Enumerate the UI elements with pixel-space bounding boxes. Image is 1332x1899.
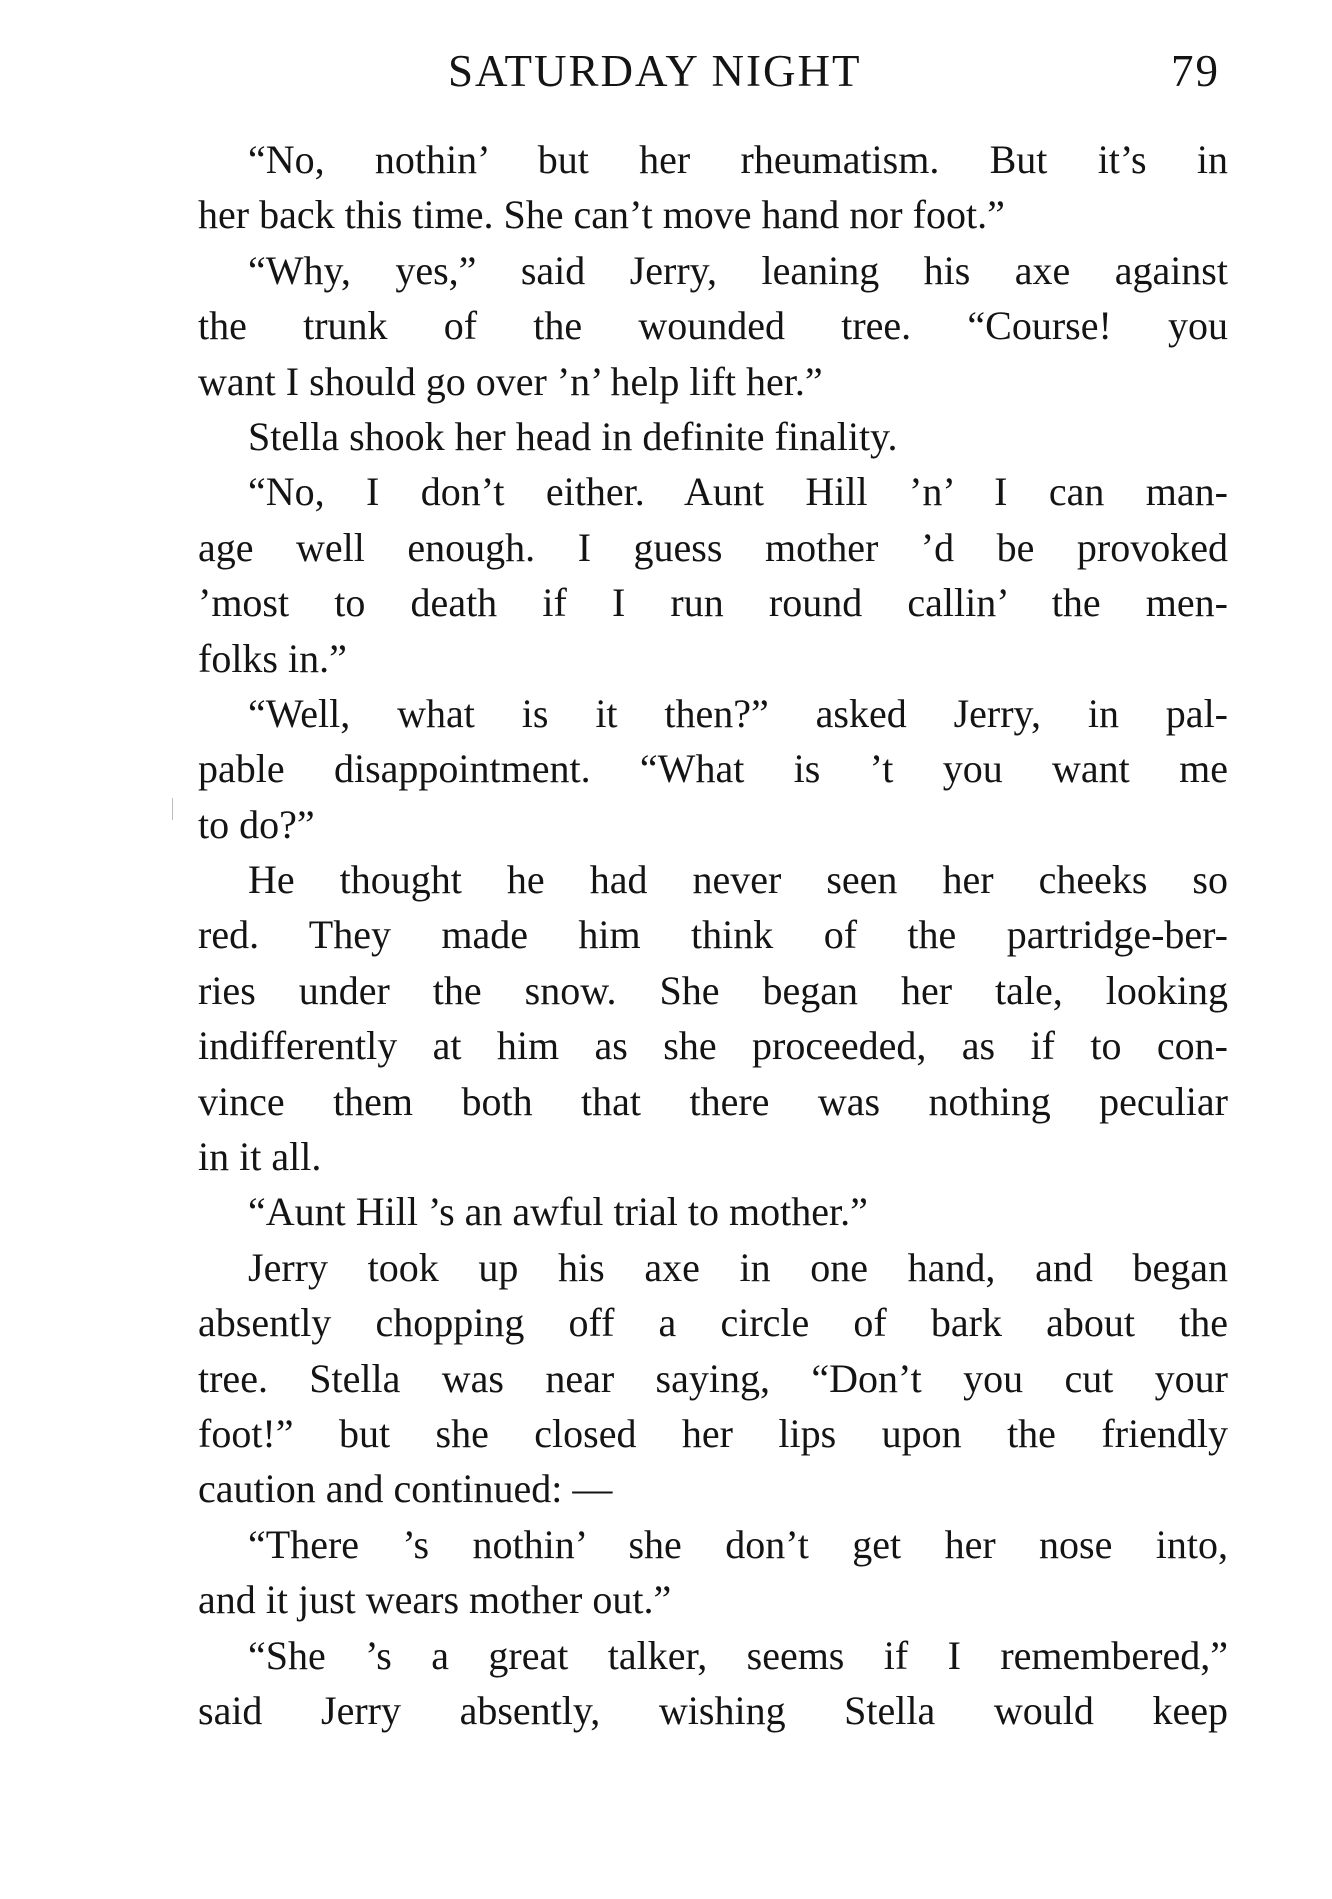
text-line: age well enough. I guess mother ’d be provoked — [198, 524, 1228, 570]
text-line: “She ’s a great talker, seems if I remembered,” — [248, 1632, 1228, 1678]
body-text — [198, 132, 1228, 1738]
page-number: 79 — [1171, 46, 1220, 96]
text-line: tree. Stella was near saying, “Don’t you cut your — [198, 1355, 1228, 1401]
text-line: red. They made him think of the partridge-ber- — [198, 912, 1228, 958]
text-line: “No, nothin’ but her rheumatism. But it’s in — [248, 137, 1228, 182]
text-line: indifferently at him as she proceeded, as if to con- — [198, 1023, 1228, 1069]
text-line: foot!” but she closed her lips upon the friendly — [198, 1410, 1228, 1456]
text-line: the trunk of the wounded tree. “Course! you — [198, 303, 1228, 349]
text-line: want I should go over ’n’ help lift her.” — [198, 358, 823, 404]
running-head — [198, 38, 1228, 104]
text-line: and it just wears mother out.” — [198, 1577, 672, 1623]
text-line: folks in.” — [198, 635, 347, 681]
text-line: “Aunt Hill ’s an awful trial to mother.” — [248, 1189, 868, 1235]
text-line: He thought he had never seen her cheeks so — [248, 857, 1228, 903]
text-line: pable disappointment. “What is ’t you want me — [198, 746, 1228, 792]
text-line: “No, I don’t either. Aunt Hill ’n’ I can man- — [248, 469, 1228, 515]
text-line: Stella shook her head in definite finality. — [248, 413, 898, 459]
text-line: “There ’s nothin’ she don’t get her nose into, — [248, 1521, 1228, 1567]
text-line: “Why, yes,” said Jerry, leaning his axe against — [248, 247, 1228, 293]
text-line: in it all. — [198, 1134, 322, 1180]
text-line: ries under the snow. She began her tale, looking — [198, 967, 1228, 1013]
running-title: SATURDAY NIGHT — [448, 46, 862, 96]
text-line: absently chopping off a circle of bark about the — [198, 1300, 1228, 1346]
text-line: ’most to death if I run round callin’ the men- — [198, 580, 1228, 626]
margin-mark — [172, 798, 173, 820]
text-line: vince them both that there was nothing peculiar — [198, 1078, 1228, 1124]
text-line: to do?” — [198, 801, 315, 847]
text-line: Jerry took up his axe in one hand, and began — [248, 1244, 1228, 1290]
text-line: “Well, what is it then?” asked Jerry, in pal- — [248, 690, 1228, 736]
text-line: her back this time. She can’t move hand nor foot.” — [198, 192, 1005, 238]
text-line: caution and continued: — — [198, 1466, 613, 1512]
text-line: said Jerry absently, wishing Stella would keep — [198, 1687, 1228, 1733]
